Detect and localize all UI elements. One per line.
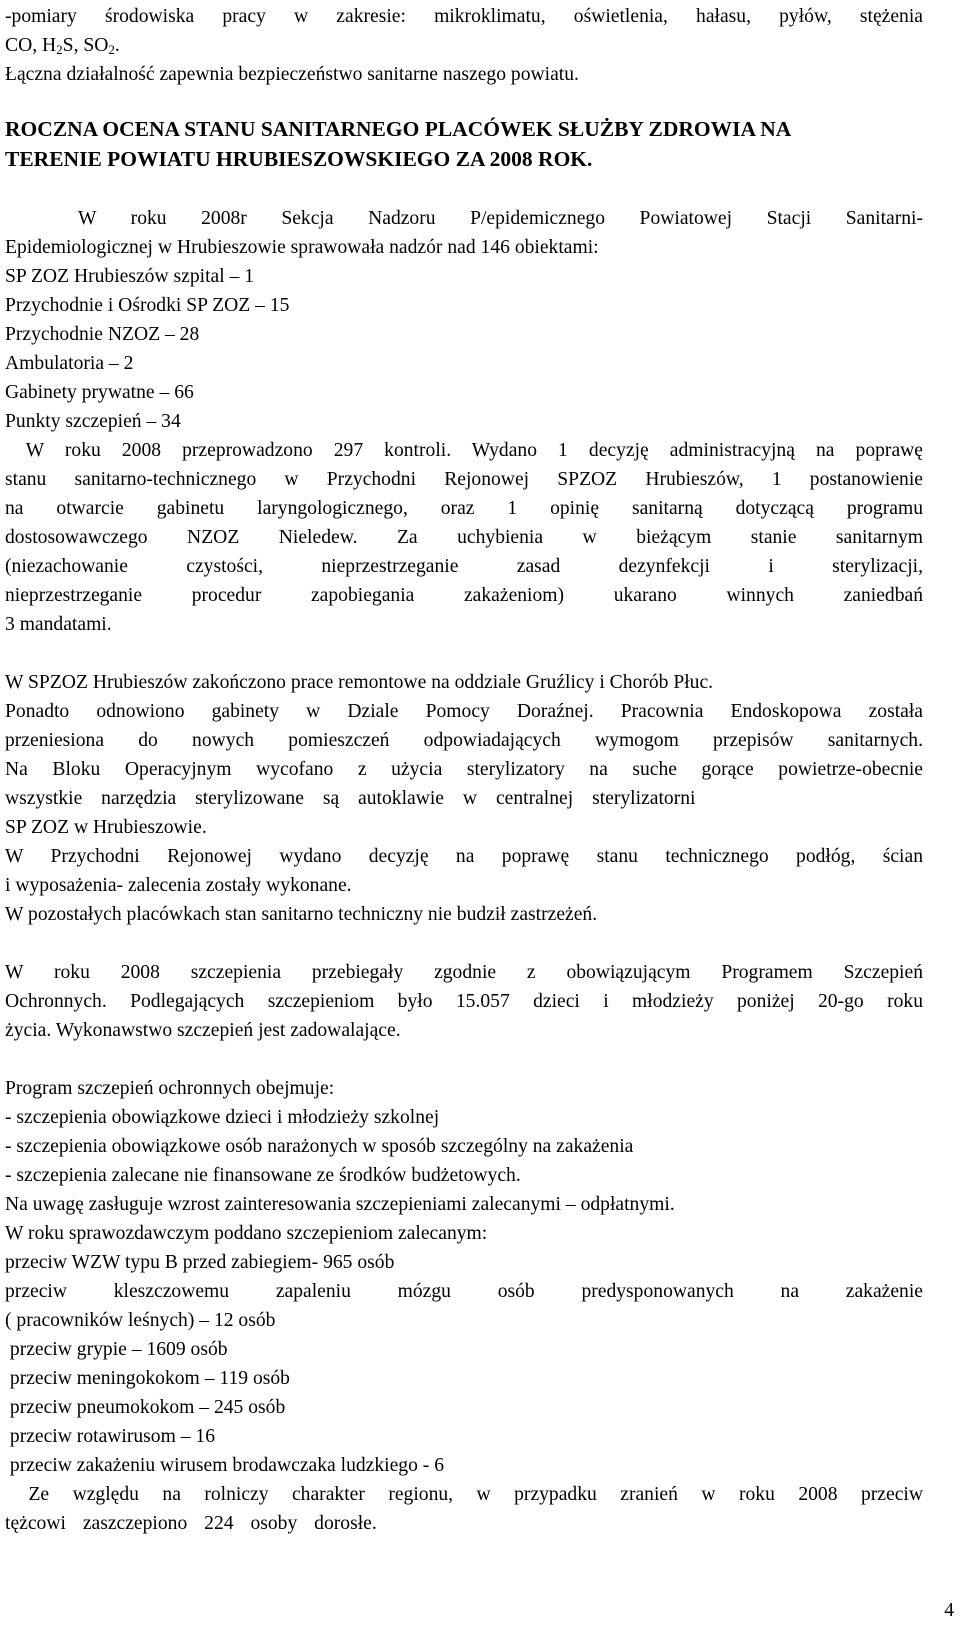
list-item: przeciw WZW typu B przed zabiegiem- 965 osób bbox=[5, 1252, 395, 1273]
paragraph-line: i wyposażenia- zalecenia zostały wykonane. bbox=[5, 875, 352, 896]
facility-list bbox=[5, 262, 923, 436]
paragraph-line: dostosowawczego NZOZ Nieledew. Za uchybienia w bieżącym stanie sanitarnym bbox=[5, 527, 923, 548]
intro-line: -pomiary środowiska pracy w zakresie: mikroklimatu, oświetlenia, hałasu, pyłów, stężenia bbox=[5, 6, 923, 27]
list-item: Ambulatoria – 2 bbox=[5, 353, 134, 374]
paragraph-line: W roku 2008r Sekcja Nadzoru P/epidemicznego Powiatowej Stacji Sanitarni- bbox=[78, 208, 923, 229]
paragraph-line: Na Bloku Operacyjnym wycofano z użycia sterylizatory na suche gorące powietrze-obecnie bbox=[5, 759, 923, 780]
chem-text-a: CO, H bbox=[5, 35, 57, 56]
paragraph-line: Na uwagę zasługuje wzrost zainteresowania szczepieniami zalecanymi – odpłatnymi. bbox=[5, 1194, 675, 1215]
chem-subscript-1: 2 bbox=[56, 42, 63, 57]
list-item: przeciw rotawirusom – 16 bbox=[5, 1426, 216, 1447]
list-item: Punkty szczepień – 34 bbox=[5, 411, 181, 432]
list-item: ( pracowników leśnych) – 12 osób bbox=[5, 1310, 276, 1331]
spacer bbox=[5, 1045, 923, 1074]
chem-subscript-2: 2 bbox=[108, 42, 115, 57]
list-item: przeciw zakażeniu wirusem brodawczaka ludzkiego - 6 bbox=[5, 1455, 445, 1476]
list-item: przeciw kleszczowemu zapaleniu mózgu osób predysponowanych na zakażenie bbox=[5, 1281, 923, 1302]
list-item: Gabinety prywatne – 66 bbox=[5, 382, 194, 403]
program-title: Program szczepień ochronnych obejmuje: bbox=[5, 1078, 335, 1099]
paragraph-line: W SPZOZ Hrubieszów zakończono prace remontowe na oddziale Gruźlicy i Chorób Płuc. bbox=[5, 672, 714, 693]
paragraph-line: Ponadto odnowiono gabinety w Dziale Pomocy Doraźnej. Pracownia Endoskopowa została bbox=[5, 701, 923, 722]
list-item: przeciw meningokokom – 119 osób bbox=[5, 1368, 290, 1389]
spacer bbox=[5, 929, 923, 958]
paragraph-line: nieprzestrzeganie procedur zapobiegania zakażeniom) ukarano winnych zaniedbań bbox=[5, 585, 923, 606]
chem-text-c: . bbox=[114, 35, 120, 56]
spacer bbox=[5, 174, 923, 204]
paragraph-line: W roku 2008 szczepienia przebiegały zgodnie z obowiązującym Programem Szczepień bbox=[5, 962, 923, 983]
vaccination-paragraph bbox=[5, 958, 923, 1045]
spacer bbox=[5, 639, 923, 668]
renovation-paragraph bbox=[5, 668, 923, 929]
list-item: przeciw grypie – 1609 osób bbox=[5, 1339, 228, 1360]
paragraph-line: tężcowi zaszczepiono 224 osoby dorosłe. bbox=[5, 1513, 377, 1534]
paragraph-line: (niezachowanie czystości, nieprzestrzeganie zasad dezynfekcji i sterylizacji, bbox=[5, 556, 923, 577]
paragraph-line: W pozostałych placówkach stan sanitarno techniczny nie budził zastrzeżeń. bbox=[5, 904, 598, 925]
paragraph-line: na otwarcie gabinetu laryngologicznego, oraz 1 opinię sanitarną dotyczącą programu bbox=[5, 498, 923, 519]
paragraph-line: 3 mandatami. bbox=[5, 614, 112, 635]
spacer bbox=[5, 89, 923, 114]
paragraph-line: przeniesiona do nowych pomieszczeń odpowiadających wymogom przepisów sanitarnych. bbox=[5, 730, 923, 751]
vaccination-program bbox=[5, 1074, 923, 1538]
section-heading bbox=[5, 114, 923, 174]
list-item: - szczepienia obowiązkowe dzieci i młodzieży szkolnej bbox=[5, 1107, 440, 1128]
list-item: przeciw pneumokokom – 245 osób bbox=[5, 1397, 286, 1418]
paragraph-line: Epidemiologicznej w Hrubieszowie sprawowała nadzór nad 146 obiektami: bbox=[5, 237, 599, 258]
document-page bbox=[5, 2, 923, 1538]
paragraph-line: W roku 2008 przeprowadzono 297 kontroli. Wydano 1 decyzję administracyjną na poprawę bbox=[5, 440, 923, 461]
list-item: Przychodnie NZOZ – 28 bbox=[5, 324, 200, 345]
list-item: Przychodnie i Ośrodki SP ZOZ – 15 bbox=[5, 295, 290, 316]
list-item: - szczepienia obowiązkowe osób narażonych w sposób szczególny na zakażenia bbox=[5, 1136, 634, 1157]
paragraph-line: W roku sprawozdawczym poddano szczepieniom zalecanym: bbox=[5, 1223, 488, 1244]
intro-line-chemicals bbox=[5, 31, 923, 60]
paragraph-line: Ze względu na rolniczy charakter regionu, w przypadku zranień w roku 2008 przeciw bbox=[5, 1484, 923, 1505]
paragraph-line: W Przychodni Rejonowej wydano decyzję na poprawę stanu technicznego podłóg, ścian bbox=[5, 846, 923, 867]
intro-line: Łączna działalność zapewnia bezpieczeństwo sanitarne naszego powiatu. bbox=[5, 64, 579, 85]
paragraph-line: SP ZOZ w Hrubieszowie. bbox=[5, 817, 207, 838]
controls-paragraph bbox=[5, 436, 923, 639]
heading-line: TERENIE POWIATU HRUBIESZOWSKIEGO ZA 2008 ROK. bbox=[5, 147, 593, 171]
paragraph-line: stanu sanitarno-technicznego w Przychodni Rejonowej SPZOZ Hrubieszów, 1 postanowienie bbox=[5, 469, 923, 490]
paragraph-line: Ochronnych. Podlegających szczepieniom było 15.057 dzieci i młodzieży poniżej 20-go roku bbox=[5, 991, 923, 1012]
paragraph-line: życia. Wykonawstwo szczepień jest zadowalające. bbox=[5, 1020, 401, 1041]
page-number: 4 bbox=[944, 1600, 954, 1621]
list-item: SP ZOZ Hrubieszów szpital – 1 bbox=[5, 266, 255, 287]
paragraph-line: wszystkie narzędzia sterylizowane są autoklawie w centralnej sterylizatorni bbox=[5, 788, 696, 809]
heading-line: ROCZNA OCENA STANU SANITARNEGO PLACÓWEK SŁUŻBY ZDROWIA NA bbox=[5, 117, 792, 141]
list-item: - szczepienia zalecane nie finansowane ze środków budżetowych. bbox=[5, 1165, 521, 1186]
chem-text-b: S, SO bbox=[62, 35, 109, 56]
